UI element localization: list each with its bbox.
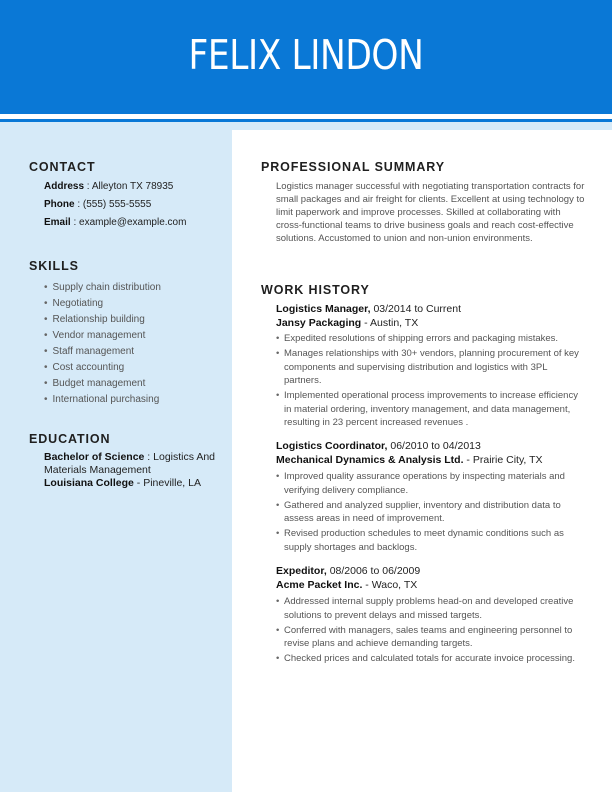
header-divider-light <box>0 122 612 130</box>
job-bullet: • Improved quality assurance operations by inspecting materials and verifying delivery compliance. <box>276 470 586 497</box>
job-bullet: • Gathered and analyzed supplier, inventory and distribution data to assess areas in need of improvement. <box>276 499 586 526</box>
skill-item: • Budget management <box>44 378 161 394</box>
skill-item: • Cost accounting <box>44 362 161 378</box>
contact-heading: CONTACT <box>29 160 96 174</box>
summary-text: Logistics manager successful with negotiating transportation contracts for small packages and air freight for clients. Excellent at using technology to limit paperwork and improve processes. Skilled at collaborating with cross-functional teams to drive business goals and reach cost-effective solutions. Accustomed to union and non-union environments. <box>276 181 585 244</box>
job-bullet: • Revised production schedules to meet dynamic conditions such as supply shortages and backlogs. <box>276 527 586 554</box>
skill-item: • Relationship building <box>44 314 161 330</box>
job-bullet: • Addressed internal supply problems head-on and developed creative solutions to prevent delays and missed targets. <box>276 595 586 622</box>
skills-heading: SKILLS <box>29 259 79 273</box>
education-heading: EDUCATION <box>29 432 111 446</box>
contact-email: Email : example@example.com <box>44 217 187 228</box>
job-bullets <box>276 332 586 431</box>
education-entry: Bachelor of Science : Logistics And Materials Management Louisiana College - Pineville, LA <box>44 451 216 489</box>
job-bullet: • Expedited resolutions of shipping errors and packaging mistakes. <box>276 332 586 346</box>
skill-item: • International purchasing <box>44 394 161 410</box>
job-company-line: Mechanical Dynamics & Analysis Ltd. - Prairie City, TX <box>276 454 543 466</box>
job-title-line: Logistics Manager, 03/2014 to Current <box>276 303 462 315</box>
skill-item: • Staff management <box>44 346 161 362</box>
contact-phone: Phone : (555) 555-5555 <box>44 199 152 210</box>
contact-address: Address : Alleyton TX 78935 <box>44 181 174 192</box>
header-banner <box>0 0 612 114</box>
skill-item: • Vendor management <box>44 330 161 346</box>
education-school: Louisiana College <box>44 477 134 489</box>
education-degree: Bachelor of Science <box>44 451 145 463</box>
job-bullets <box>276 470 586 556</box>
job-title-line: Logistics Coordinator, 06/2010 to 04/2013 <box>276 440 481 452</box>
job-bullets <box>276 595 586 667</box>
job-bullet: • Checked prices and calculated totals for accurate invoice processing. <box>276 652 586 666</box>
job-bullet: • Implemented operational process improvements to increase efficiency in material ordering, inventory management, and data management, resulting in 23 percent increased revenues . <box>276 389 586 430</box>
job-title-line: Expeditor, 08/2006 to 06/2009 <box>276 565 421 577</box>
job-company-line: Acme Packet Inc. - Waco, TX <box>276 579 418 591</box>
education-location: Pineville, LA <box>143 477 201 489</box>
skill-item: • Negotiating <box>44 298 161 314</box>
job-company-line: Jansy Packaging - Austin, TX <box>276 317 419 329</box>
work-history-heading: WORK HISTORY <box>261 283 370 297</box>
skills-list <box>44 282 161 410</box>
candidate-name: FELIX LINDON <box>188 31 424 79</box>
summary-heading: PROFESSIONAL SUMMARY <box>261 160 445 174</box>
skill-item: • Supply chain distribution <box>44 282 161 298</box>
job-bullet: • Conferred with managers, sales teams and engineering personnel to revise plans and achieve demanding targets. <box>276 624 586 651</box>
education-field: Logistics And Materials Management <box>44 451 216 476</box>
job-bullet: • Manages relationships with 30+ vendors, planning procurement of key components and supervising distribution and logistics with 3PL partners. <box>276 347 586 388</box>
